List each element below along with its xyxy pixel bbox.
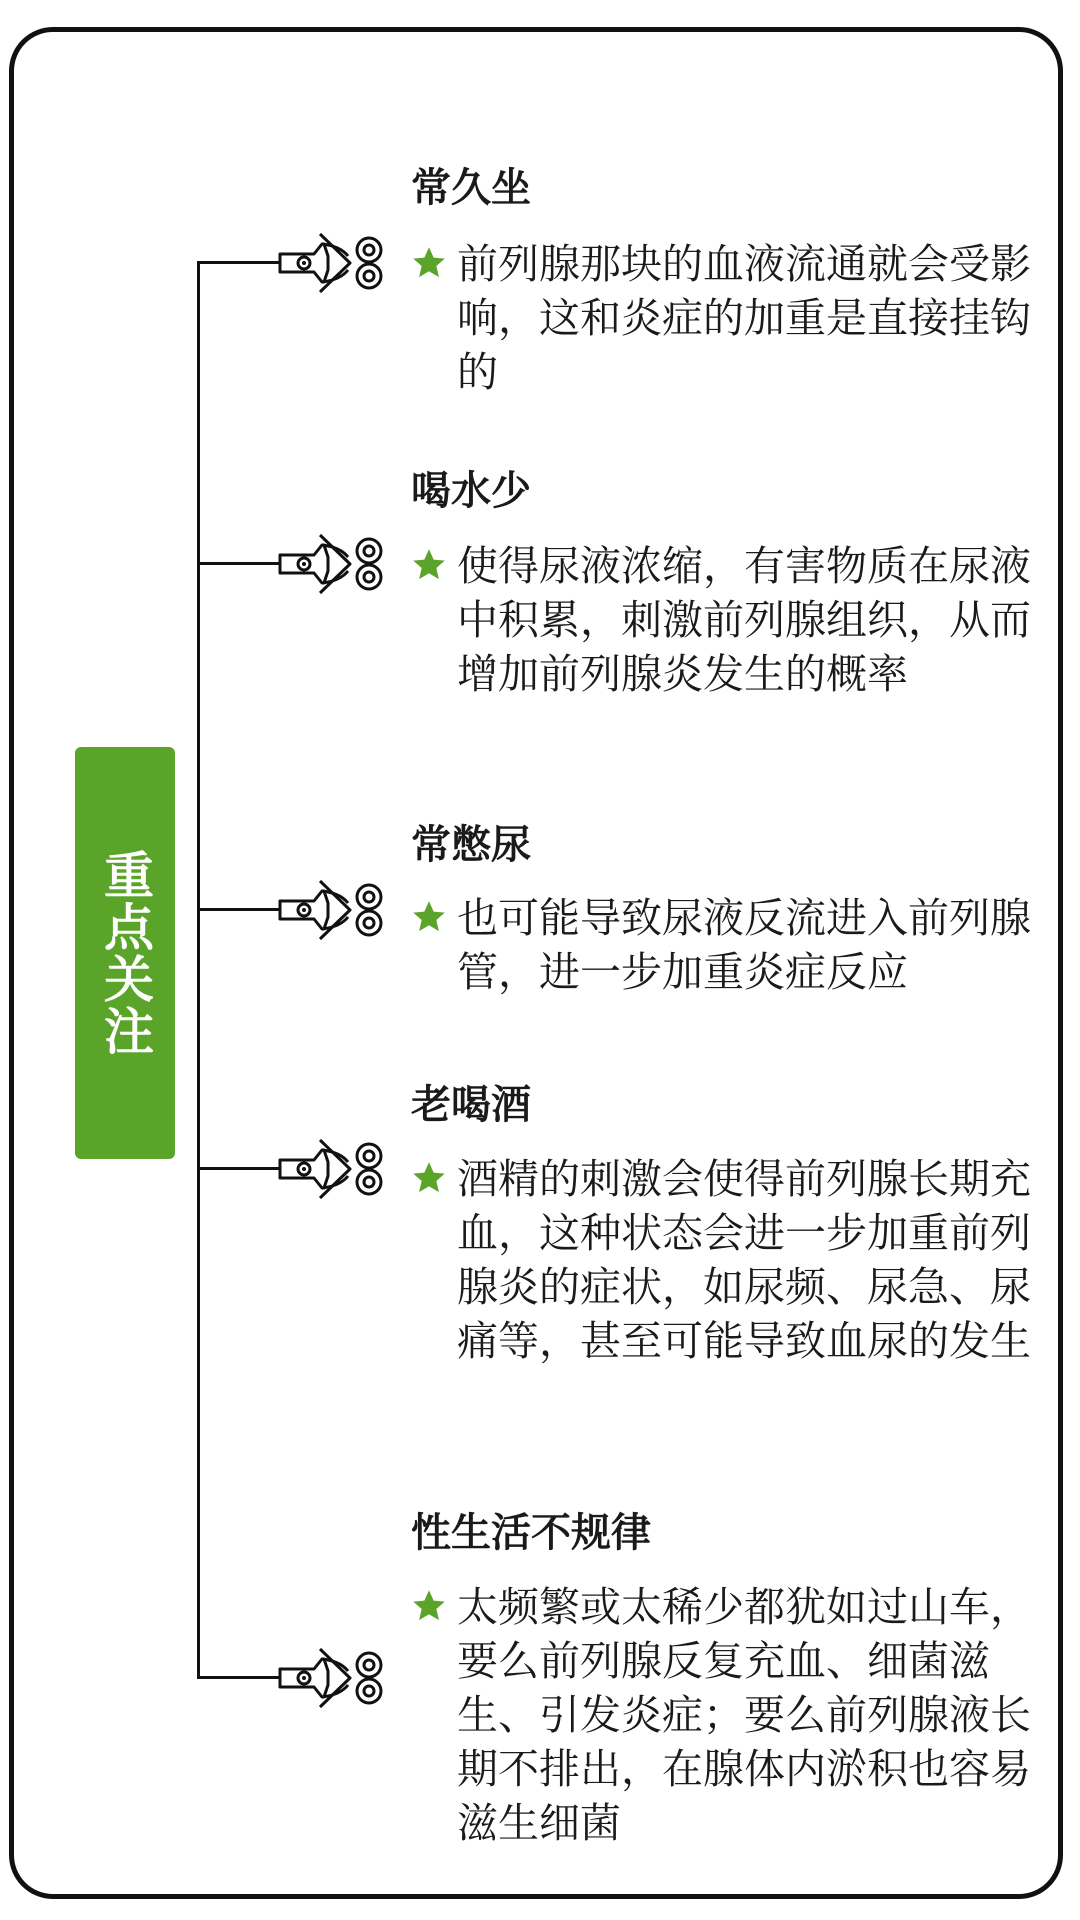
- tree-trunk-line: [197, 261, 200, 1679]
- scissors-icon: [276, 1641, 388, 1715]
- branch-line: [197, 562, 279, 565]
- branch-line: [197, 1167, 279, 1170]
- star-icon: [411, 899, 447, 935]
- scissors-icon: [276, 226, 388, 300]
- item-description-text: 前列腺那块的血液流通就会受影响，这和炎症的加重是直接挂钩的: [457, 240, 1031, 396]
- branch-line: [197, 908, 279, 911]
- branch-line: [197, 261, 279, 264]
- item-title: 老喝酒: [411, 1082, 531, 1128]
- item-description-text: 使得尿液浓缩，有害物质在尿液中积累，刺激前列腺组织，从而增加前列腺炎发生的概率: [457, 542, 1031, 698]
- item-description-text: 太频繁或太稀少都犹如过山车，要么前列腺反复充血、细菌滋生、引发炎症；要么前列腺液长期不排出，在腺体内淤积也容易滋生细菌: [457, 1583, 1031, 1847]
- item-title: 喝水少: [411, 468, 531, 514]
- item-title: 常憋尿: [411, 822, 531, 868]
- star-icon: [411, 1588, 447, 1624]
- item-title: 性生活不规律: [411, 1510, 651, 1556]
- category-box: [75, 747, 175, 1159]
- item-description: [411, 539, 1041, 701]
- category-label: 重点关注: [96, 849, 154, 1057]
- item-description-text: 酒精的刺激会使得前列腺长期充血，这种状态会进一步加重前列腺炎的症状，如尿频、尿急、尿痛等，甚至可能导致血尿的发生: [457, 1155, 1031, 1365]
- item-description: [411, 1152, 1041, 1368]
- branch-line: [197, 1676, 279, 1679]
- star-icon: [411, 1160, 447, 1196]
- scissors-icon: [276, 1132, 388, 1206]
- item-title: 常久坐: [411, 165, 531, 211]
- item-description: [411, 891, 1041, 999]
- item-description: [411, 237, 1041, 399]
- scissors-icon: [276, 873, 388, 947]
- scissors-icon: [276, 527, 388, 601]
- item-description-text: 也可能导致尿液反流进入前列腺管，进一步加重炎症反应: [457, 894, 1031, 996]
- star-icon: [411, 547, 447, 583]
- item-description: [411, 1580, 1041, 1850]
- star-icon: [411, 245, 447, 281]
- diagram-frame: [9, 27, 1063, 1899]
